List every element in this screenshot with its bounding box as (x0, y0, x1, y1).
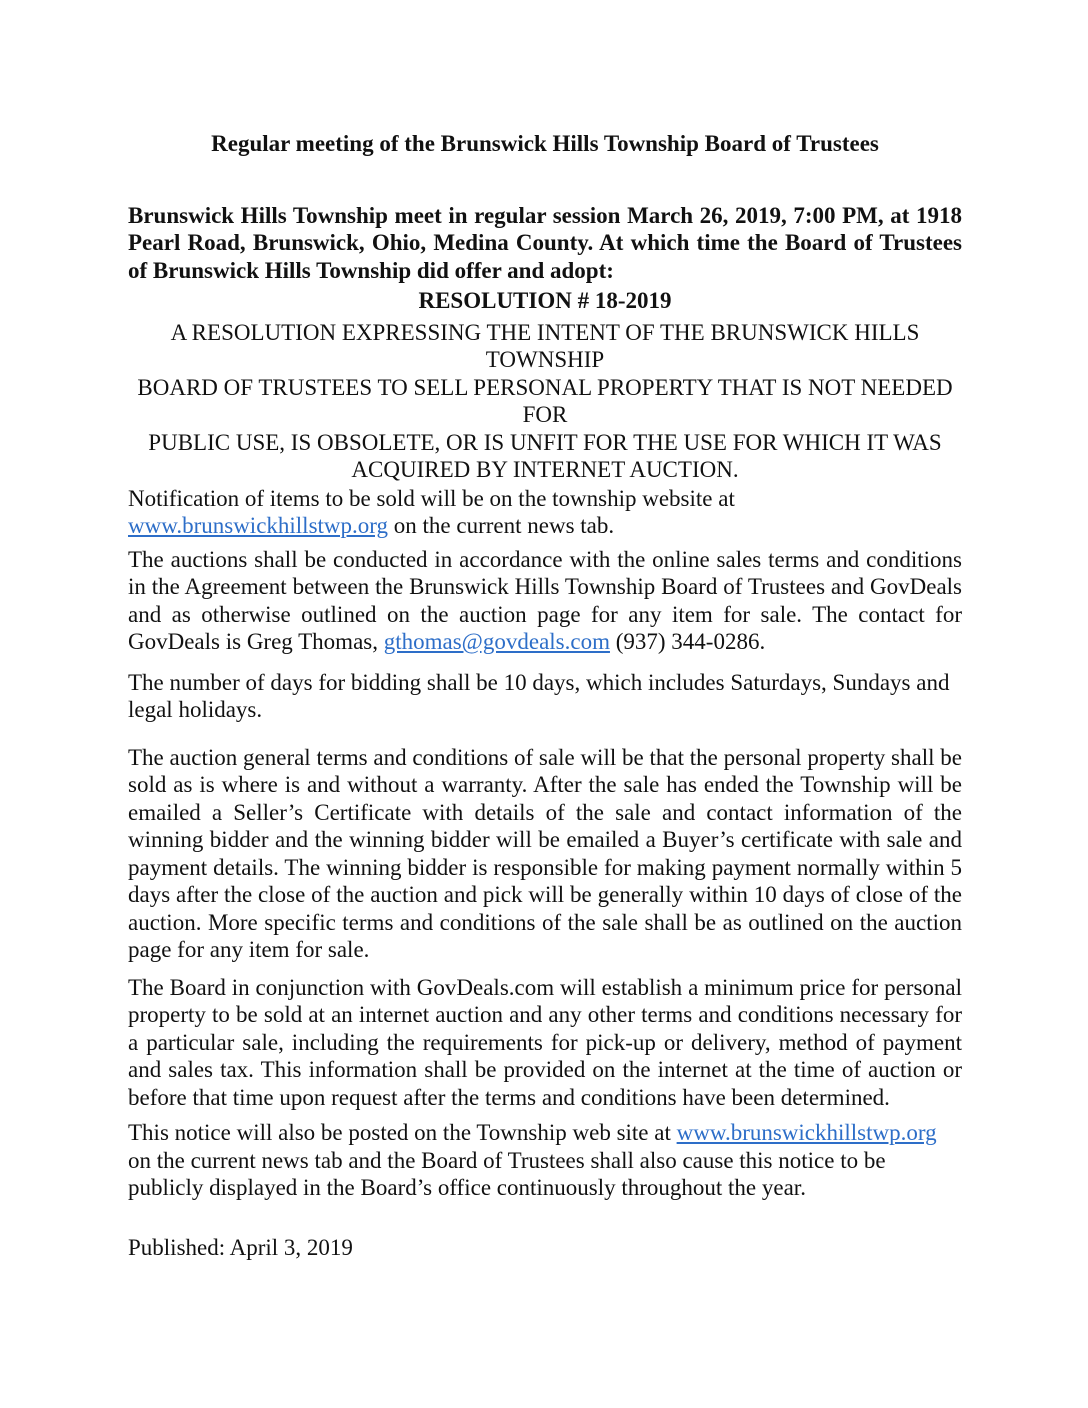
notice-text-after: on the current news tab and the Board of Trustees shall also cause this notice to be publicly displayed in the Board’s office continuously throughout the year. (128, 1147, 886, 1200)
auctions-paragraph (128, 546, 962, 656)
published-date: Published: April 3, 2019 (128, 1234, 353, 1260)
notification-paragraph (128, 485, 962, 540)
notice-text-before: This notice will also be posted on the Township web site at (128, 1120, 677, 1145)
auctions-text-after: (937) 344-0286. (609, 629, 766, 654)
terms-paragraph: The auction general terms and conditions of sale will be that the personal property shall be sold as is where is and without a warranty. After the sale has ended the Township will be emailed a Seller’s Certificate with details of the sale and contact information of the winning bidder and the winning bidder will be emailed a Buyer’s certificate with sale and payment details. The winning bidder is responsible for making payment normally within 5 days after the close of the auction and pick will be generally within 10 days of close of the auction. More specific terms and conditions of the sale shall be as outlined on the auction page for any item for sale. (128, 744, 962, 962)
notification-text-before: Notification of items to be sold will be on the township website at (128, 485, 735, 511)
govdeals-email-link[interactable]: gthomas@govdeals.com (383, 629, 610, 654)
resolution-title-line: PUBLIC USE, IS OBSOLETE, OR IS UNFIT FOR THE USE FOR WHICH IT WAS (148, 429, 942, 455)
bidding-days-paragraph: The number of days for bidding shall be 10 days, which includes Saturdays, Sundays and legal holidays. (128, 669, 950, 722)
intro-paragraph: Brunswick Hills Township meet in regular session March 26, 2019, 7:00 PM, at 1918 Pearl Road, Brunswick, Ohio, Medina County. At which time the Board of Trustees of Brunswick Hills Township did offer and adopt: (128, 202, 962, 283)
resolution-title-line: BOARD OF TRUSTEES TO SELL PERSONAL PROPERTY THAT IS NOT NEEDED FOR (137, 374, 953, 427)
auctions-text-before: The auctions shall be conducted in accordance with the online sales terms and conditions in the Agreement between the Brunswick Hills Township Board of Trustees and GovDeals and as otherwise outlined on the auction page for any item for sale. The contact for GovDeals is Greg Thomas, (128, 546, 962, 654)
township-website-link[interactable]: www.brunswickhillstwp.org (676, 1120, 937, 1145)
resolution-title (128, 319, 962, 484)
resolution-title-line: ACQUIRED BY INTERNET AUCTION. (351, 457, 739, 482)
township-website-link[interactable]: www.brunswickhillstwp.org (128, 513, 389, 538)
notification-text-after: on the current news tab. (388, 513, 615, 538)
resolution-number-heading: RESOLUTION # 18-2019 (418, 288, 672, 313)
notice-paragraph (128, 1119, 962, 1202)
document-title: Regular meeting of the Brunswick Hills Township Board of Trustees (211, 131, 879, 156)
resolution-title-line: A RESOLUTION EXPRESSING THE INTENT OF THE BRUNSWICK HILLS TOWNSHIP (170, 319, 920, 372)
minimum-price-paragraph: The Board in conjunction with GovDeals.com will establish a minimum price for personal property to be sold at an internet auction and any other terms and conditions necessary for a particular sale, including the requirements for pick-up or delivery, method of payment and sales tax. This information shall be provided on the internet at the time of auction or before that time upon request after the terms and conditions have been determined. (128, 974, 962, 1110)
